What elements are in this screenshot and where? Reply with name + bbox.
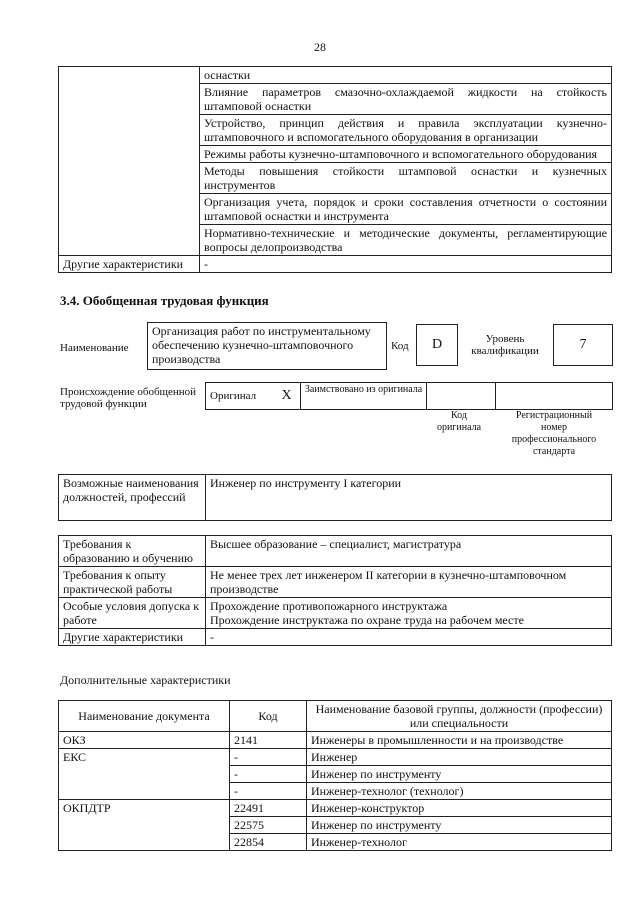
requirement-label: Требования к опыту практической работы: [59, 567, 206, 598]
other-characteristics-label: Другие характеристики: [59, 256, 200, 273]
add-header-doc: Наименование документа: [59, 701, 230, 732]
requirement-value: Прохождение инструктажа по охране труда на рабочем месте: [210, 613, 524, 627]
top-table-row: [59, 67, 612, 84]
additional-code: 22854: [230, 834, 307, 851]
add-header-name: Наименование базовой группы, должности (профессии) или специальности: [307, 701, 612, 732]
additional-doc: ОКЗ: [59, 732, 230, 749]
top-table-item: Методы повышения стойкости штамповой оснастки и кузнечных инструментов: [200, 163, 612, 194]
top-table-item: Влияние параметров смазочно-охлаждаемой жидкости на стойкость штамповой оснастки: [200, 84, 612, 115]
top-table-item: Устройство, принцип действия и правила эксплуатации кузнечно-штамповочного и вспомогательного оборудования в организации: [200, 115, 612, 146]
requirement-label: Особые условия допуска к работе: [59, 598, 206, 629]
additional-name: Инженер: [307, 749, 612, 766]
additional-name: Инженеры в промышленности и на производстве: [307, 732, 612, 749]
additional-code: -: [230, 766, 307, 783]
requirement-value: Прохождение противопожарного инструктажа: [210, 599, 448, 613]
level-label: Уровень квалификации: [471, 333, 539, 357]
positions-value: Инженер по инструменту I категории: [206, 475, 612, 521]
name-value: Организация работ по инструментальному обеспечению кузнечно-штамповочного производства: [147, 322, 387, 370]
requirement-row: [59, 536, 612, 567]
additional-row: [59, 817, 612, 834]
requirement-label: Другие характеристики: [59, 629, 206, 646]
origin-borrowed-cell: [300, 383, 426, 410]
requirement-value-cell: [206, 598, 612, 629]
code-value: D: [416, 324, 458, 366]
level-value: 7: [553, 324, 613, 366]
code-original-caption: Код оригинала: [436, 410, 482, 433]
origin-code-cell: [427, 383, 495, 410]
additional-row: [59, 749, 612, 766]
additional-doc: [59, 834, 230, 851]
additional-row: [59, 766, 612, 783]
additional-name: Инженер-технолог (технолог): [307, 783, 612, 800]
requirement-value-cell: [206, 629, 612, 646]
section-title: 3.4. Обобщенная трудовая функция: [60, 293, 269, 308]
top-table-other-row: [59, 256, 612, 273]
additional-doc: ЕКС: [59, 749, 230, 766]
top-table-item: Нормативно-технические и методические документы, регламентирующие вопросы делопроизводства: [200, 225, 612, 256]
additional-name: Инженер по инструменту: [307, 766, 612, 783]
positions-label: Возможные наименования должностей, профессий: [59, 475, 206, 521]
positions-table: [58, 474, 612, 521]
origin-table: [205, 382, 613, 410]
origin-mark-cell: [273, 383, 300, 410]
additional-row: [59, 783, 612, 800]
additional-row: [59, 800, 612, 817]
origin-original-cell: [206, 383, 274, 410]
requirement-row: [59, 567, 612, 598]
additional-doc: [59, 766, 230, 783]
additional-row: [59, 732, 612, 749]
origin-label: Происхождение обобщенной трудовой функции: [60, 386, 197, 410]
additional-table: [58, 700, 612, 851]
other-characteristics-value: -: [200, 256, 612, 273]
origin-reg-cell: [495, 383, 612, 410]
top-table-item: Организация учета, порядок и сроки составления отчетности о состоянии штамповой оснастки и инструмента: [200, 194, 612, 225]
requirement-value: Высшее образование – специалист, магистратура: [210, 537, 462, 551]
additional-code: -: [230, 783, 307, 800]
requirements-table: [58, 535, 612, 646]
requirement-value-cell: [206, 536, 612, 567]
additional-doc: ОКПДТР: [59, 800, 230, 817]
name-label: Наименование: [60, 342, 129, 354]
requirement-value: Не менее трех лет инженером II категории в кузнечно-штамповочном производстве: [210, 568, 567, 596]
additional-name: Инженер по инструменту: [307, 817, 612, 834]
code-label: Код: [391, 340, 409, 352]
additional-name: Инженер-технолог: [307, 834, 612, 851]
additional-code: -: [230, 749, 307, 766]
top-table: [58, 66, 612, 273]
top-table-item: оснастки: [200, 67, 612, 84]
top-table-label-cell: [59, 67, 200, 256]
borrowed-label: Заимствовано из оригинала: [304, 384, 423, 395]
additional-code: 2141: [230, 732, 307, 749]
reg-number-caption: Регистрационный номер профессионального стандарта: [511, 410, 597, 457]
additional-row: [59, 834, 612, 851]
additional-title: Дополнительные характеристики: [60, 673, 231, 687]
requirement-row: [59, 629, 612, 646]
requirement-label: Требования к образованию и обучению: [59, 536, 206, 567]
additional-name: Инженер-конструктор: [307, 800, 612, 817]
requirement-value-cell: [206, 567, 612, 598]
page-number: 28: [314, 40, 326, 54]
requirement-row: [59, 598, 612, 629]
original-label: Оригинал: [210, 390, 257, 402]
additional-code: 22491: [230, 800, 307, 817]
requirement-value: -: [210, 630, 214, 644]
additional-doc: [59, 817, 230, 834]
original-mark: X: [281, 388, 292, 403]
additional-code: 22575: [230, 817, 307, 834]
top-table-item: Режимы работы кузнечно-штамповочного и вспомогательного оборудования: [200, 146, 612, 163]
additional-doc: [59, 783, 230, 800]
add-header-code: Код: [230, 701, 307, 732]
